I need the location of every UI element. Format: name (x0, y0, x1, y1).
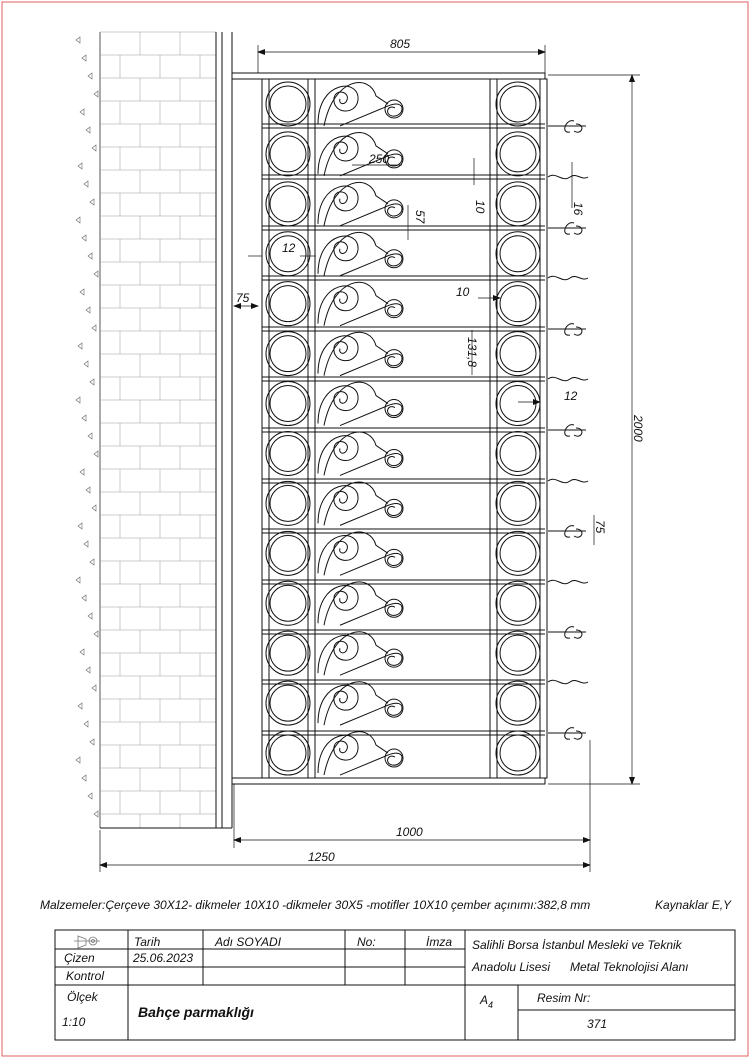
projection-symbol-icon (74, 936, 100, 948)
scroll-ornament (318, 436, 358, 474)
ring-ornament (500, 685, 536, 721)
ring-ornament (500, 535, 536, 571)
ring-ornament (500, 386, 536, 422)
ring-ornament (496, 282, 540, 326)
scroll-ornament (318, 86, 358, 124)
dim-bottom-inner: 1000 (396, 825, 423, 839)
ring-ornament (270, 685, 306, 721)
scroll-ornament (318, 236, 358, 274)
dim-total-height: 2000 (631, 415, 645, 442)
header-no: No: (357, 935, 376, 949)
scale-label: Ölçek (67, 990, 98, 1004)
ring-ornament (266, 531, 310, 575)
ring-ornament (266, 282, 310, 326)
ring-ornament (266, 681, 310, 725)
ring-ornament (500, 435, 536, 471)
ring-ornament (270, 86, 306, 122)
ring-ornament (500, 186, 536, 222)
ring-ornament (270, 136, 306, 172)
ring-ornament (496, 731, 540, 775)
scroll-ornament (340, 354, 402, 376)
materials-note: Malzemeler:Çerçeve 30X12- dikmeler 10X10 -dikmeler 30X5 -motifler 10X10 çember açınımı:382,8 mm (40, 898, 591, 912)
scroll-ornament (340, 753, 402, 775)
ring-ornament (270, 336, 306, 372)
wall-section (76, 32, 232, 828)
scroll-ornaments (318, 83, 403, 775)
scroll-ornament (340, 104, 402, 126)
spike-end (548, 324, 586, 336)
ring-ornament (500, 286, 536, 322)
ring-ornament (270, 735, 306, 771)
dim-spike-height: 16 (571, 202, 585, 216)
ring-ornament (266, 332, 310, 376)
wave-end (548, 479, 588, 482)
ring-ornament (496, 182, 540, 226)
drawing-no-label: Resim Nr: (537, 991, 591, 1005)
scroll-ornament (318, 286, 358, 324)
ring-ornament (500, 136, 536, 172)
scroll-ornament (340, 603, 402, 625)
dim-wall-gap: 75 (236, 291, 250, 305)
ring-ornament (500, 635, 536, 671)
ring-ornament (500, 236, 536, 272)
spike-end (548, 121, 586, 133)
scroll-ornament (318, 586, 358, 624)
ring-ornament (270, 535, 306, 571)
wave-end (548, 580, 588, 583)
ring-ornament (496, 631, 540, 675)
header-date: Tarih (134, 935, 161, 949)
ring-ornament (266, 182, 310, 226)
check-label: Kontrol (66, 969, 105, 983)
ring-ornament (500, 485, 536, 521)
dim-bottom-total: 1250 (308, 850, 335, 864)
scroll-ornament (340, 204, 402, 226)
drawn-label: Çizen (64, 951, 95, 965)
dim-post-gap: 12 (282, 241, 296, 255)
dim-spike-spacing: 75 (593, 520, 607, 534)
spike-end (548, 425, 586, 437)
ring-ornament (496, 681, 540, 725)
ring-ornament (496, 82, 540, 126)
ring-ornament (266, 631, 310, 675)
dim-bar-spacing: 131,8 (465, 337, 479, 368)
scroll-ornament (318, 136, 358, 174)
dimension-lines (100, 45, 640, 872)
paper-size: $A_4$ (480, 993, 494, 1010)
department: Metal Teknolojisi Alanı (570, 960, 689, 974)
dim-bar-thickness-b: 10 (456, 285, 470, 299)
wave-end (548, 175, 588, 178)
dim-bar-offset: 12 (564, 389, 578, 403)
scroll-ornament (318, 536, 358, 574)
ring-ornament (496, 132, 540, 176)
school-line-1: Salihli Borsa İstanbul Mesleki ve Teknik (472, 938, 682, 952)
wave-end (548, 377, 588, 380)
scroll-ornament (318, 486, 358, 524)
scroll-ornament (318, 735, 358, 773)
scroll-ornament (340, 254, 402, 276)
ring-ornament (266, 581, 310, 625)
ring-ornament (270, 186, 306, 222)
ring-ornament (496, 332, 540, 376)
ring-ornament (270, 286, 306, 322)
scroll-ornament (318, 685, 358, 723)
scroll-ornament (318, 386, 358, 424)
ring-ornament (496, 481, 540, 525)
scroll-ornament (340, 304, 402, 326)
dim-bar-thickness-a: 10 (473, 200, 487, 214)
drawing-no: 371 (587, 1017, 608, 1031)
scroll-ornament (318, 336, 358, 374)
header-sign: İmza (426, 935, 453, 949)
ring-ornament (266, 431, 310, 475)
scroll-ornament (318, 635, 358, 673)
scroll-ornament (340, 703, 402, 725)
ring-ornament (496, 431, 540, 475)
spike-end (548, 728, 586, 740)
dim-scroll-width: 250 (369, 152, 390, 166)
ring-ornament (266, 481, 310, 525)
ring-ornament (266, 731, 310, 775)
ring-ornament (496, 581, 540, 625)
header-name: Adı SOYADI (215, 935, 282, 949)
wave-end (548, 680, 588, 683)
scroll-ornament (340, 454, 402, 476)
ring-ornament (266, 82, 310, 126)
ring-ornament (270, 435, 306, 471)
scroll-ornament (340, 653, 402, 675)
dim-top-width: 805 (390, 37, 411, 51)
dim-scroll-height: 57 (413, 210, 427, 224)
ring-ornament (270, 635, 306, 671)
ring-ornament (270, 386, 306, 422)
spike-end (548, 526, 586, 538)
ring-ornament (500, 585, 536, 621)
ring-ornament (270, 585, 306, 621)
ring-ornament (500, 336, 536, 372)
drawn-date: 25.06.2023 (133, 951, 194, 965)
sources-note: Kaynaklar E,Y (655, 898, 732, 912)
ring-ornament (496, 382, 540, 426)
drawing-title: Bahçe parmaklığı (138, 1004, 254, 1020)
ring-ornament (266, 382, 310, 426)
ring-ornament (266, 132, 310, 176)
ring-ornament (496, 531, 540, 575)
wave-end (548, 276, 588, 279)
scroll-ornament (318, 186, 358, 224)
ring-ornament (500, 86, 536, 122)
spike-end (548, 627, 586, 639)
scroll-ornament (340, 503, 402, 525)
school-line-2: Anadolu Lisesi (472, 960, 551, 974)
spike-end (548, 223, 586, 235)
ring-ornament (270, 485, 306, 521)
ring-ornament (496, 232, 540, 276)
scale-value: 1:10 (62, 1015, 86, 1029)
scroll-ornament (340, 553, 402, 575)
ring-ornament (500, 735, 536, 771)
scroll-ornament (340, 404, 402, 426)
